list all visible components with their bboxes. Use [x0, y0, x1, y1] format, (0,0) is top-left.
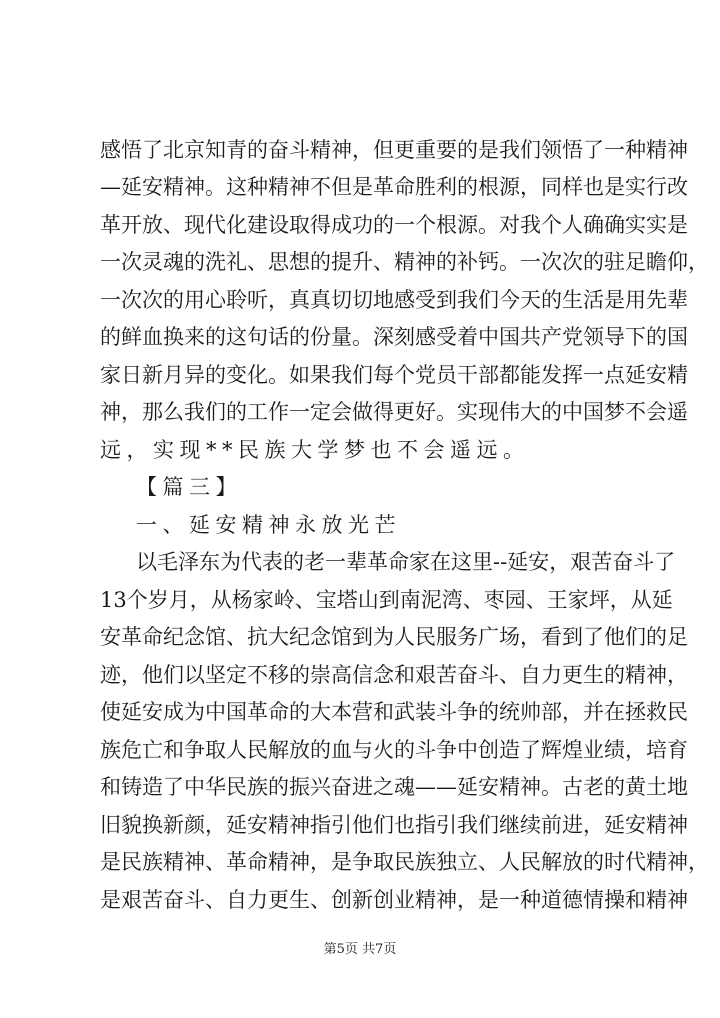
- body-text-line: 一次次的用心聆听，真真切切地感受到我们今天的生活是用先辈: [100, 288, 688, 312]
- body-text-line: 家日新月异的变化。如果我们每个党员干部都能发挥一点延安精: [100, 363, 688, 387]
- body-text-line: 和铸造了中华民族的振兴奋进之魂——延安精神。古老的黄土地: [100, 775, 688, 799]
- subsection-heading: 一、延安精神永放光芒: [136, 513, 401, 537]
- body-text-line: 以毛泽东为代表的老一辈革命家在这里--延安，艰苦奋斗了: [136, 550, 676, 574]
- body-text-line: 远，实现**民族大学梦也不会遥远。: [100, 438, 530, 462]
- body-text-line: 是民族精神、革命精神，是争取民族独立、人民解放的时代精神，: [100, 850, 709, 874]
- body-text-line: 使延安成为中国革命的大本营和武装斗争的统帅部，并在拯救民: [100, 700, 688, 724]
- section-heading: 【篇三】: [136, 475, 242, 499]
- body-text-line: 一次灵魂的洗礼、思想的提升、精神的补钙。一次次的驻足瞻仰，: [100, 250, 709, 274]
- body-text-line: 族危亡和争取人民解放的血与火的斗争中创造了辉煌业绩，培育: [100, 738, 688, 762]
- body-text-line: 旧貌换新颜，延安精神指引他们也指引我们继续前进，延安精神: [100, 813, 688, 837]
- body-text-line: 感悟了北京知青的奋斗精神，但更重要的是我们领悟了一种精神: [100, 138, 688, 162]
- body-text-line: 神，那么我们的工作一定会做得更好。实现伟大的中国梦不会遥: [100, 400, 688, 424]
- body-text-line: 的鲜血换来的这句话的份量。深刻感受着中国共产党领导下的国: [100, 325, 688, 349]
- body-text-line: 13个岁月，从杨家岭、宝塔山到南泥湾、枣园、王家坪，从延: [100, 588, 673, 612]
- body-text-line: —延安精神。这种精神不但是革命胜利的根源，同样也是实行改: [100, 175, 688, 199]
- page-number-footer: 第5页 共7页: [323, 942, 397, 957]
- body-text-line: 是艰苦奋斗、自力更生、创新创业精神，是一种道德情操和精神: [100, 888, 688, 912]
- body-text-line: 安革命纪念馆、抗大纪念馆到为人民服务广场，看到了他们的足: [100, 625, 688, 649]
- body-text-line: 革开放、现代化建设取得成功的一个根源。对我个人确确实实是: [100, 213, 688, 237]
- body-text-line: 迹，他们以坚定不移的崇高信念和艰苦奋斗、自力更生的精神，: [100, 663, 688, 687]
